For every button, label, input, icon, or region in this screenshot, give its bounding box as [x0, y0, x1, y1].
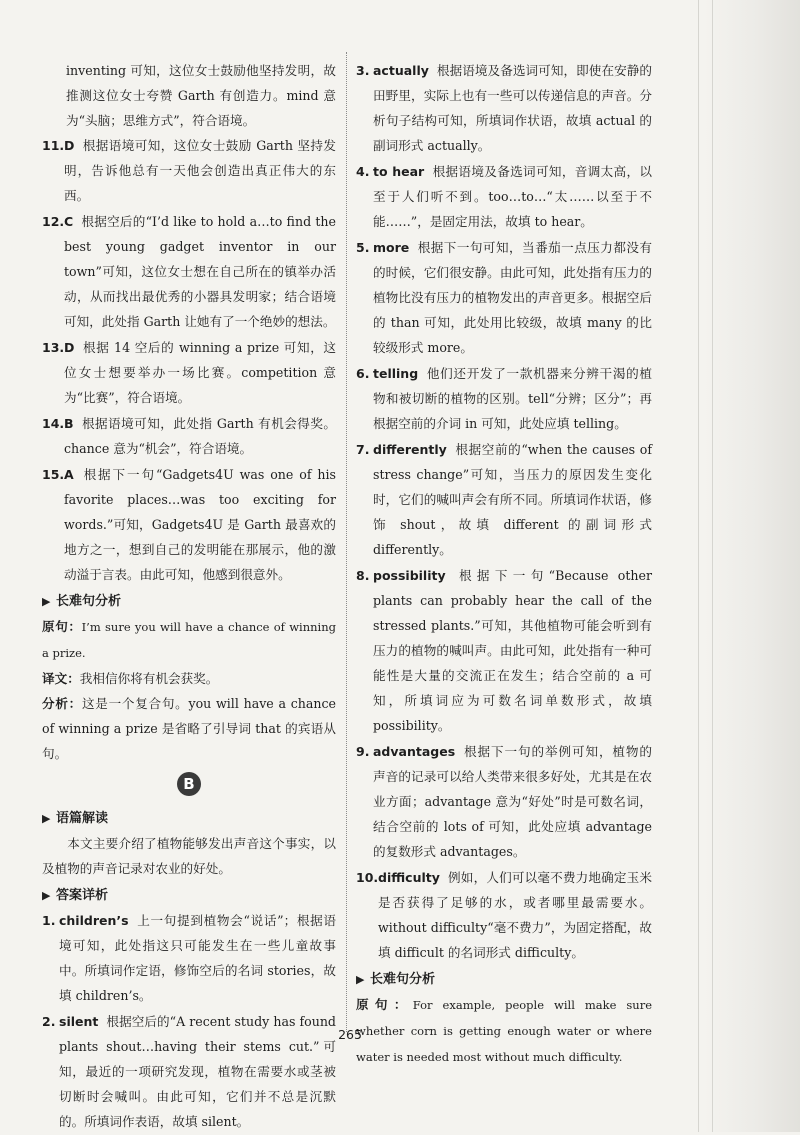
item-answer: differently [373, 442, 447, 457]
arrow-icon: ▶ [42, 812, 51, 825]
page-edge-line [712, 0, 713, 1132]
column-divider [346, 52, 347, 1032]
item-number: 3. [356, 63, 370, 78]
section-heading-answers: ▶ 答案详析 [42, 883, 336, 908]
answer-item-1 [42, 908, 336, 1008]
item-explanation: 根据语境可知，这位女士鼓励 Garth 坚持发明，告诉他总有一天他会创造出真正伟大的东西。 [64, 138, 336, 203]
answer-item-9 [356, 739, 652, 864]
item-explanation: 根据下一句“Gadgets4U was one of his favorite places…was too exciting for words.”可知，Gadgets4U 是 Garth 最喜欢的地方之一，想到自己的发明能在那展示，他的激动溢于言表。由此可知，他感到很意外。 [64, 467, 336, 582]
item-number: 8. [356, 568, 370, 583]
item-explanation: 根据空后的“A recent study has found plants shout…having their stems cut.”可知，最近的一项研究发现，植物在需要水或茎被切断时会喊叫。由此可知，它们并不总是沉默的。所填词作表语，故填 silent。 [59, 1014, 336, 1129]
item-answer: difficulty [378, 870, 440, 885]
answer-item-5 [356, 235, 652, 360]
analysis: 分析：这是一个复合句。you will have a chance of winning a prize 是省略了引导词 that 的宾语从句。 [42, 696, 337, 761]
item-explanation: 根据空后的“I’d like to hold a…to find the best young gadget inventor in our town”可知，这位女士想在自己所在的镇举办活动，从而找出最优秀的小器具发明家；结合语境可知，此处指 Garth 让她有了一个绝妙的想法。 [64, 214, 336, 329]
item-number: 13. [42, 340, 65, 355]
item-answer: telling [373, 366, 419, 381]
item-explanation: 根据语境及备选词可知，即使在安静的田野里，实际上也有一些可以传递信息的声音。分析句子结构可知，所填词作状语，故填 actual 的副词形式 actually。 [373, 63, 652, 153]
answer-item-8 [356, 563, 652, 738]
answer-item-15 [42, 462, 336, 587]
item-answer: D [64, 138, 75, 153]
item-number: 2. [42, 1014, 56, 1029]
item-answer: possibility [373, 568, 446, 583]
item-number: 6. [356, 366, 370, 381]
original-sentence: 原句：I’m sure you will have a chance of winning a prize. [42, 619, 336, 660]
item-answer: C [64, 214, 74, 229]
left-column [42, 58, 336, 1135]
item-explanation: 他们还开发了一款机器来分辨干渴的植物和被切断的植物的区别。tell“分辨；区分”；再根据空前的介词 in 可知，此处应填 telling。 [373, 366, 652, 431]
answer-item-6 [356, 361, 652, 436]
item-number: 10. [356, 870, 379, 885]
item-explanation: 根据空前的“when the causes of stress change”可知，当压力的原因发生变化时，它们的喊叫声会有所不同。所填词作状语，修饰 shout，故填 different 的副词形式 differently。 [373, 442, 652, 557]
item-answer: A [64, 467, 74, 482]
item-explanation: 根据语境及备选词可知，音调太高，以至于人们听不到。too…to…“太……以至于不能……”，是固定用法，故填 to hear。 [373, 164, 652, 229]
item-number: 4. [356, 164, 370, 179]
item-number: 15. [42, 467, 65, 482]
item-answer: children’s [59, 913, 129, 928]
page-edge-line [698, 0, 699, 1132]
section-b-badge: B [177, 772, 201, 796]
item-number: 7. [356, 442, 370, 457]
item-answer: silent [59, 1014, 99, 1029]
reading-summary: 本文主要介绍了植物能够发出声音这个事实，以及植物的声音记录对农业的好处。 [42, 836, 336, 876]
answer-item-3 [356, 58, 652, 158]
item-answer: actually [373, 63, 429, 78]
answer-item-4 [356, 159, 652, 234]
item-explanation: 根据下一句“Because other plants can probably hear the call of the stressed plants.”可知，其他植物可能会听到有压力的植物的喊叫声。由此可知，此处指有一种可能性是大量的交流正在发生；结合空前的 a 可知，所填词应为可数名词单数形式，故填 possibility。 [373, 568, 652, 733]
item-answer: more [373, 240, 410, 255]
page-number: 265 [338, 1027, 362, 1042]
arrow-icon: ▶ [42, 595, 51, 608]
answer-item-11 [42, 133, 336, 208]
item-explanation: 根据语境可知，此处指 Garth 有机会得奖。chance 意为“机会”，符合语境。 [64, 416, 336, 456]
item-explanation: 上一句提到植物会“说话”；根据语境可知，此处指这只可能发生在一些儿童故事中。所填词作定语，修饰空后的名词 stories，故填 children’s。 [59, 913, 336, 1003]
item-number: 1. [42, 913, 56, 928]
answer-item-7 [356, 437, 652, 562]
translation: 译文：我相信你将有机会获奖。 [42, 671, 219, 686]
item-answer: advantages [373, 744, 456, 759]
answer-item-12 [42, 209, 336, 334]
section-heading-long-sentence: ▶ 长难句分析 [42, 589, 336, 614]
item-explanation: 根据下一句可知，当番茄一点压力都没有的时候，它们很安静。由此可知，此处指有压力的植物比没有压力的植物发出的声音更多。根据空后的 than 可知，此处用比较级，故填 many 的比较级形式 more。 [373, 240, 652, 355]
answer-item-13 [42, 335, 336, 410]
item-number: 12. [42, 214, 65, 229]
item-explanation: 根据下一句的举例可知，植物的声音的记录可以给人类带来很多好处，尤其是在农业方面；advantage 意为“好处”时是可数名词，结合空前的 lots of 可知，此处应填 advantage 的复数形式 advantages。 [373, 744, 652, 859]
right-column [356, 58, 652, 1070]
item-answer: D [64, 340, 75, 355]
arrow-icon: ▶ [356, 973, 365, 986]
answer-item-14 [42, 411, 336, 461]
item-explanation: 根据 14 空后的 winning a prize 可知，这位女士想要举办一场比赛。competition 意为“比赛”，符合语境。 [64, 340, 336, 405]
item-answer: B [64, 416, 74, 431]
page-edge-shadow [704, 0, 800, 1132]
section-heading-reading: ▶ 语篇解读 [42, 806, 336, 831]
item-number: 11. [42, 138, 65, 153]
section-heading-long-sentence: ▶ 长难句分析 [356, 967, 652, 992]
continued-paragraph: inventing 可知，这位女士鼓励他坚持发明，故推测这位女士夸赞 Garth 有创造力。mind 意为“头脑；思维方式”，符合语境。 [66, 63, 336, 128]
original-sentence: 原句：For example, people will make sure whether corn is getting enough water or where water is needed most without much difficulty. [356, 997, 653, 1064]
item-explanation: 例如，人们可以毫不费力地确定玉米是否获得了足够的水，或者哪里最需要水。without difficulty“毫不费力”，为固定搭配，故填 difficult 的名词形式 difficulty。 [378, 870, 652, 960]
item-number: 14. [42, 416, 65, 431]
section-b-marker [42, 766, 336, 804]
arrow-icon: ▶ [42, 889, 51, 902]
item-answer: to hear [373, 164, 425, 179]
item-number: 9. [356, 744, 370, 759]
answer-item-10 [356, 865, 652, 965]
item-number: 5. [356, 240, 370, 255]
